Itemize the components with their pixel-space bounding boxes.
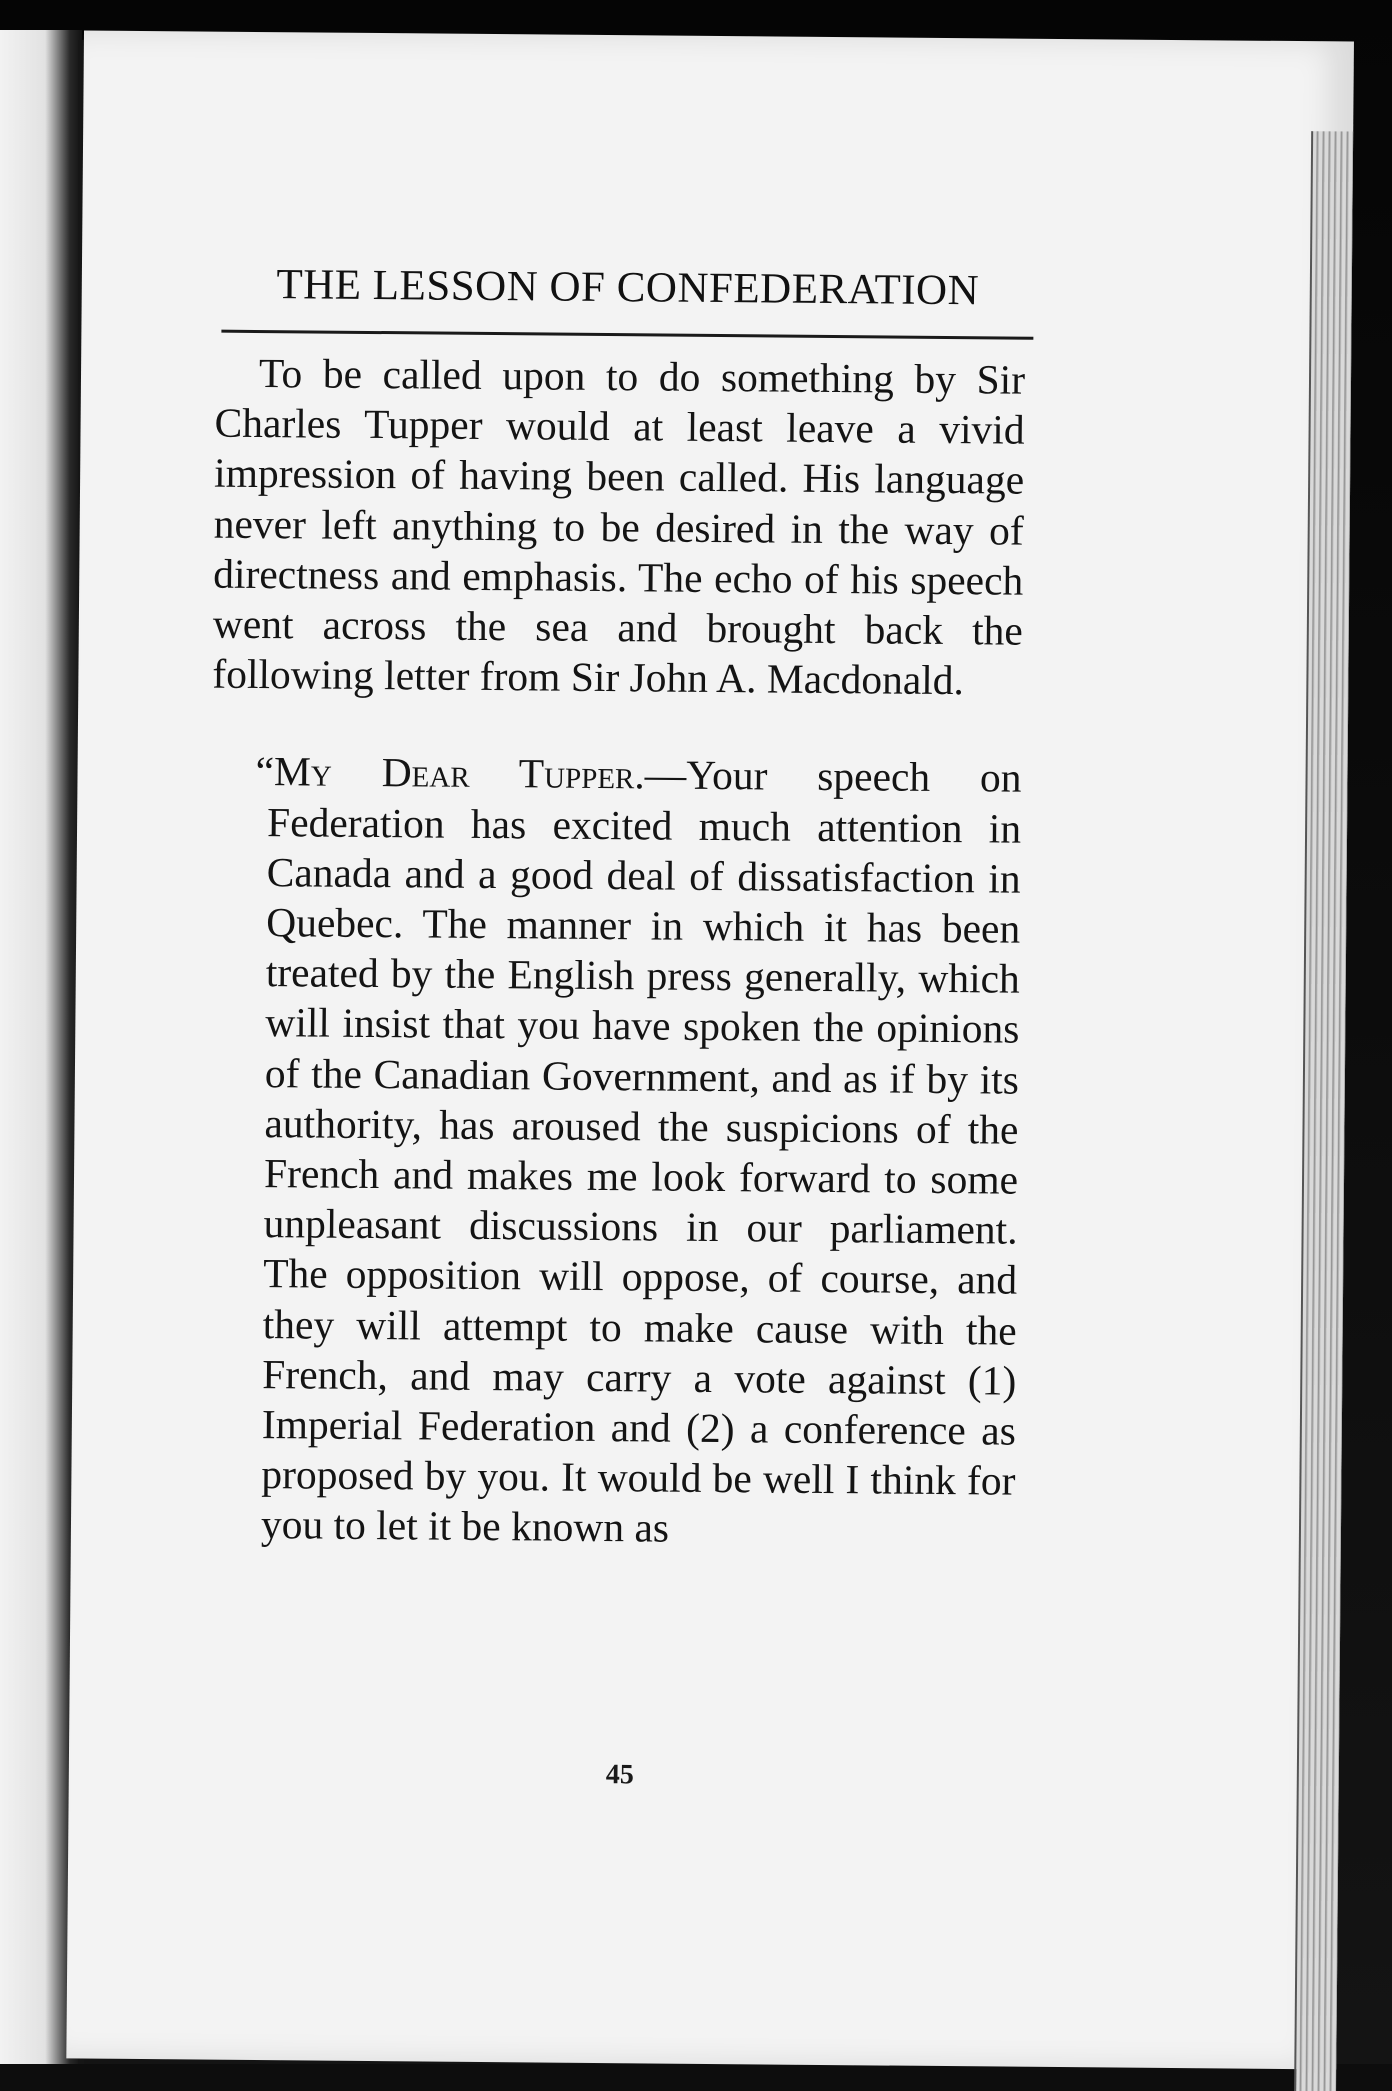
page-number: 45 (605, 1759, 634, 1791)
letter-paragraph (255, 747, 1022, 1557)
intro-paragraph: To be called upon to do something by Sir Charles Tupper would at least leave a vivid impression of having been called. His language never left anything to be desired in the way of directness and emphasis. The echo of his speech went across the sea and brought back the following letter from Sir John A. Macdonald. (212, 349, 1026, 704)
running-head: THE LESSON OF CONFEDERATION (276, 261, 980, 315)
body-text (205, 348, 1025, 1557)
letter-body: —Your speech on Federation has excited much attention in Canada and a good deal of dissatisfaction in Quebec. The manner in which it has been treated by the English press generally, which will insist that you have spoken the opinions of the Canadian Government, and as if by its authority, has aroused the suspicions of the French and makes me look forward to some unpleasant discussions in our parliament. The opposition will oppose, of course, and they will attempt to make cause with the French, and may carry a vote against (1) Imperial Federation and (2) a conference as proposed by you. It would be well I think for you to let it be known as (260, 751, 1022, 1552)
letter-salutation: My Dear Tupper. (273, 748, 645, 798)
header-rule (221, 330, 1033, 340)
book-page (66, 30, 1354, 2069)
open-quote: “ (255, 748, 275, 795)
